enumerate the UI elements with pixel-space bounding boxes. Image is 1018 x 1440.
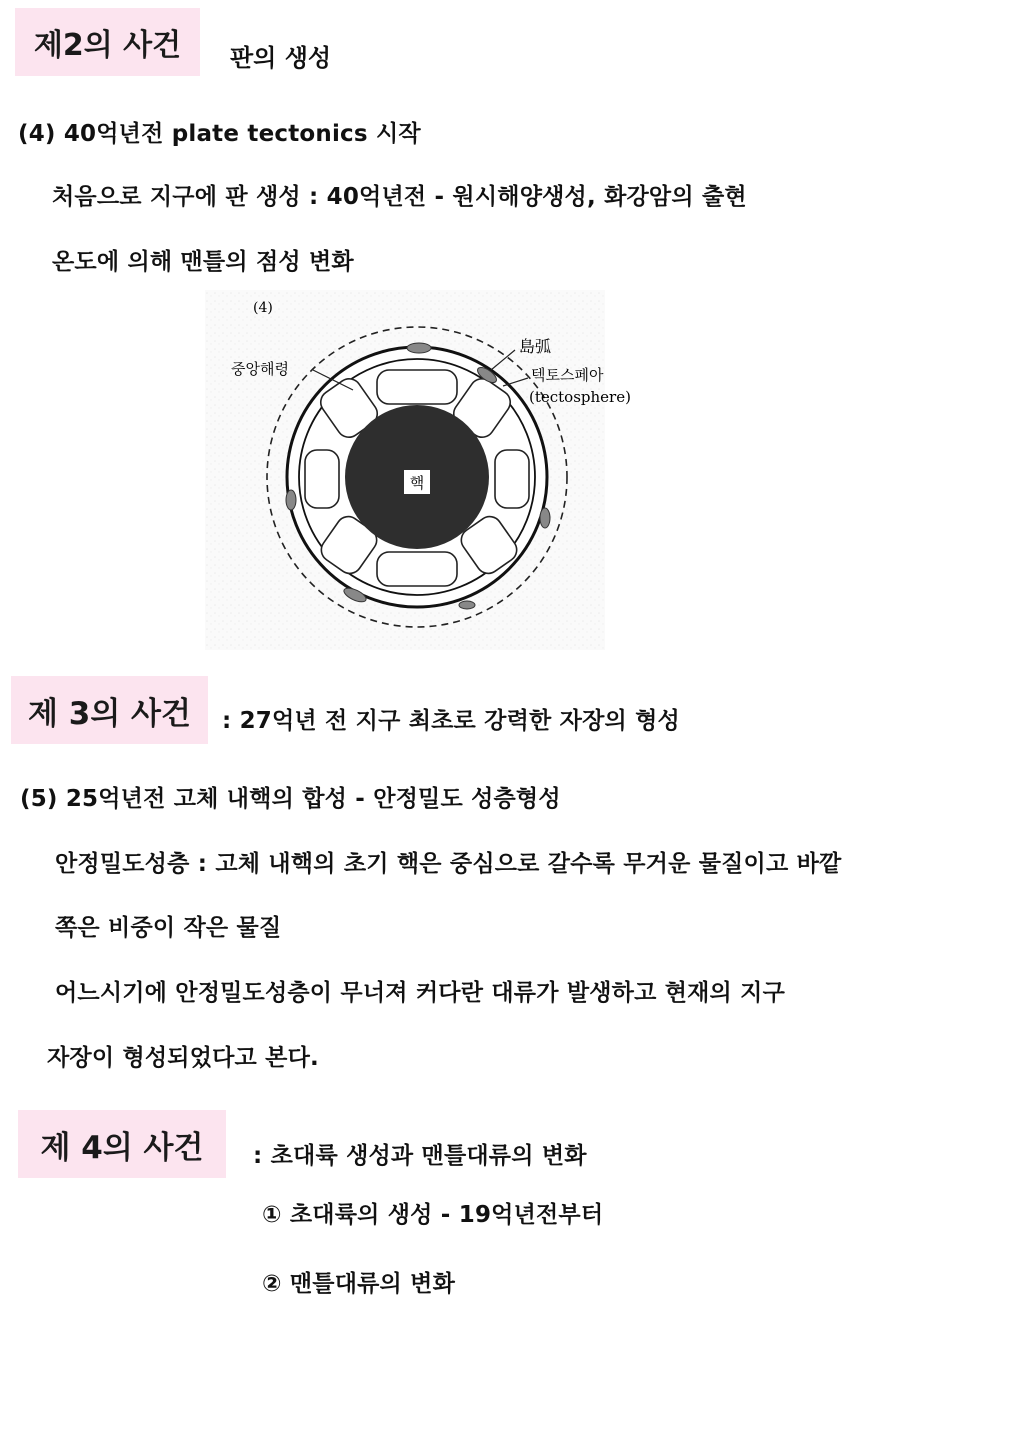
label-tectosphere-en: (tectosphere)	[529, 388, 631, 406]
event3-line1: (5) 25억년전 고체 내핵의 합성 - 안정밀도 성층형성	[20, 786, 561, 812]
mantle-convection-figure	[205, 290, 631, 650]
event2-line2: 처음으로 지구에 판 생성 : 40억년전 - 원시해양생성, 화강암의 출현	[52, 184, 747, 210]
label-island-arc: 島弧	[519, 337, 552, 356]
event2-tag: 제2의 사건	[15, 8, 200, 76]
core-label: 핵	[409, 474, 425, 492]
figure-number: (4)	[253, 300, 273, 316]
event2-line1: (4) 40억년전 plate tectonics 시작	[18, 121, 421, 147]
label-mid-ocean-ridge: 중앙해령	[231, 360, 289, 378]
event3-line4: 어느시기에 안정밀도성층이 무너져 커다란 대류가 발생하고 현재의 지구	[55, 980, 785, 1006]
event4-tag: 제 4의 사건	[18, 1110, 226, 1178]
event3-line3: 쪽은 비중이 작은 물질	[55, 915, 282, 941]
event4-title: : 초대륙 생성과 맨틀대류의 변화	[253, 1143, 587, 1169]
event4-item2: ② 맨틀대류의 변화	[262, 1271, 456, 1297]
event3-title: : 27억년 전 지구 최초로 강력한 자장의 형성	[222, 708, 680, 734]
event3-tag: 제 3의 사건	[11, 676, 208, 744]
event2-title: 판의 생성	[230, 44, 332, 72]
event4-item1: ① 초대륙의 생성 - 19억년전부터	[262, 1202, 604, 1228]
event3-line5: 자장이 형성되었다고 본다.	[47, 1045, 319, 1071]
event3-line2: 안정밀도성층 : 고체 내핵의 초기 핵은 중심으로 갈수록 무거운 물질이고 바깥	[55, 851, 842, 877]
label-tectosphere-ko: 텍토스페아	[531, 366, 604, 384]
event2-line3: 온도에 의해 맨틀의 점성 변화	[52, 249, 354, 275]
